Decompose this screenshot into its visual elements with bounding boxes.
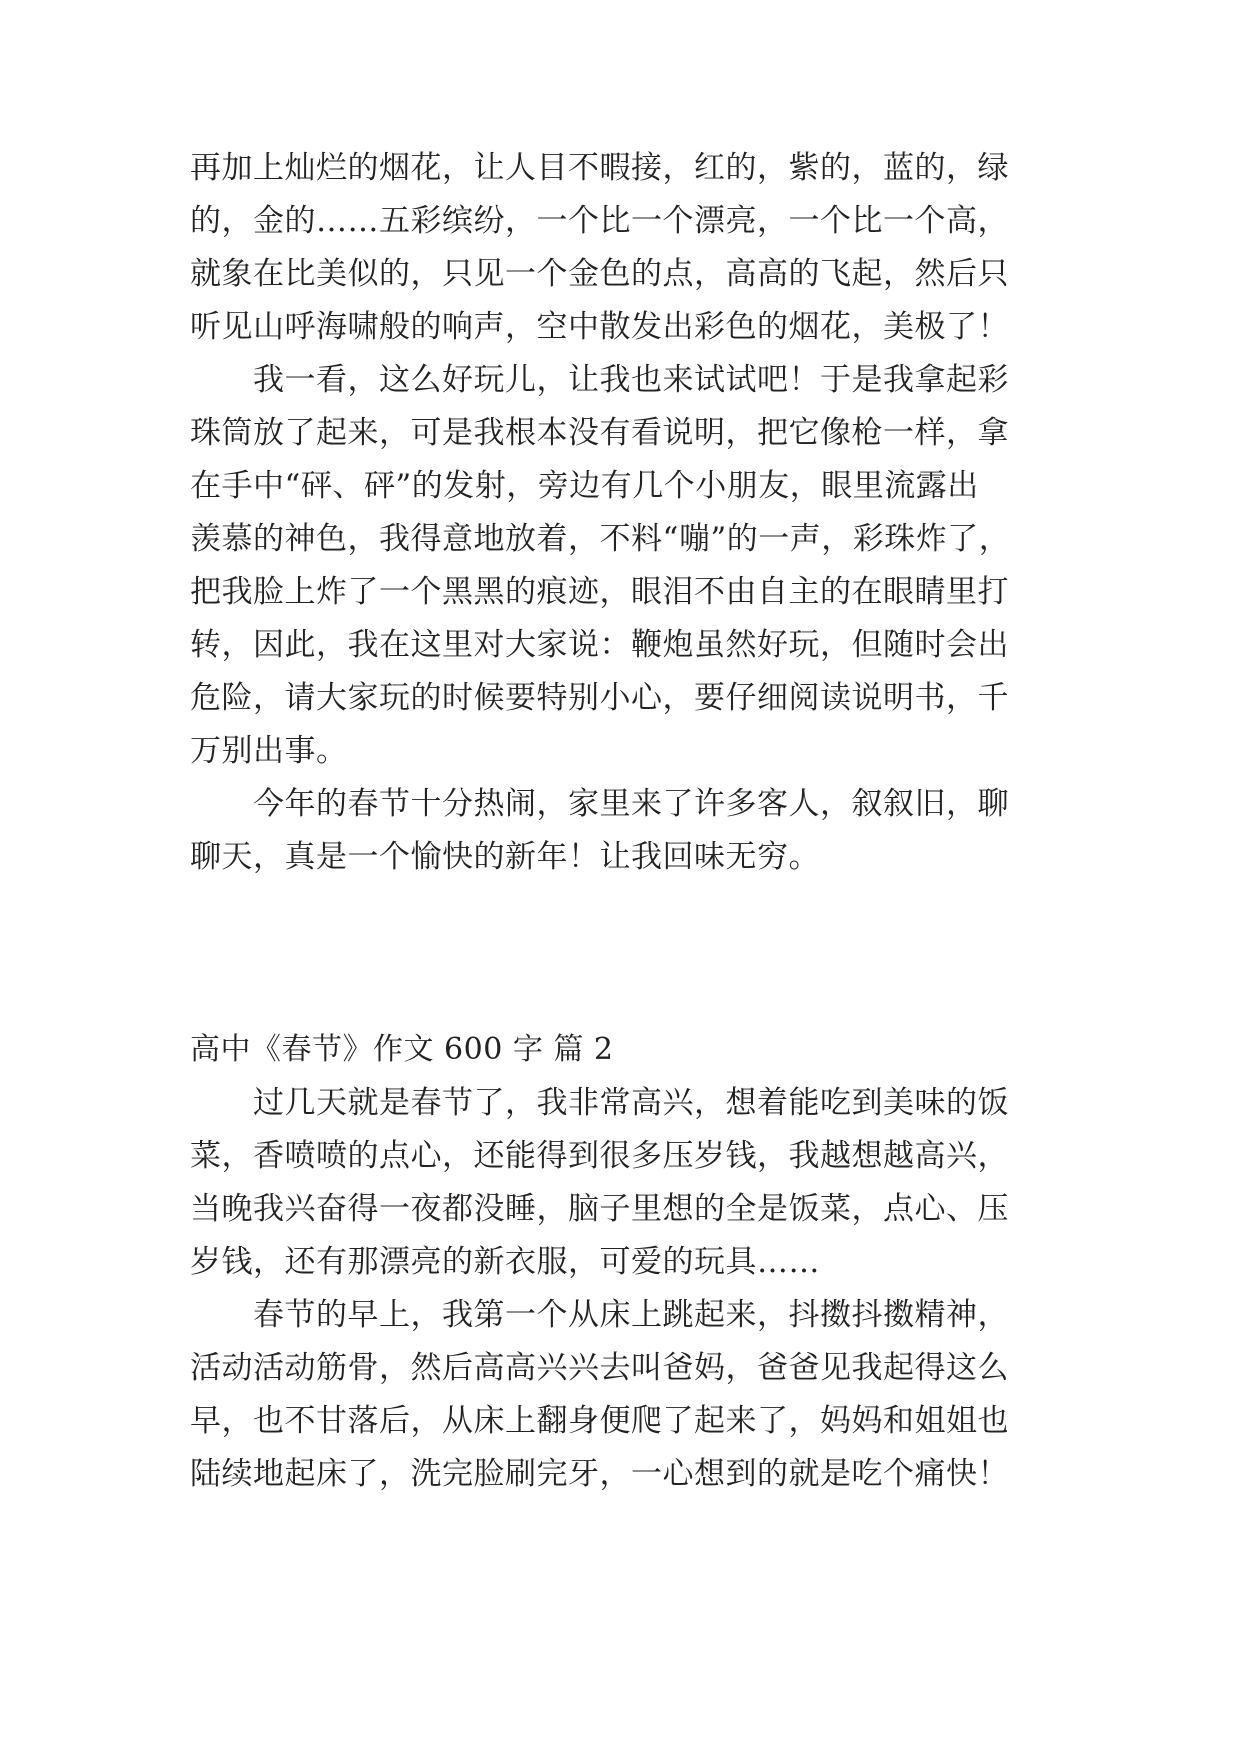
text-line: 活动活动筋骨，然后高高兴兴去叫爸妈，爸爸见我起得这么 [190, 1350, 1009, 1386]
text-line: 听见山呼海啸般的响声，空中散发出彩色的烟花，美极了！ [190, 309, 1009, 345]
paragraph-start-line: 过几天就是春节了，我非常高兴，想着能吃到美味的饭 [253, 1085, 1009, 1121]
text-line: 当晚我兴奋得一夜都没睡，脑子里想的全是饭菜，点心、压 [190, 1191, 1009, 1227]
text-line: 羡慕的神色，我得意地放着，不料“嘣”的一声，彩珠炸了， [190, 521, 1011, 557]
text-line: 再加上灿烂的烟花，让人目不暇接，红的，紫的，蓝的，绿 [190, 150, 1009, 186]
text-line: 早，也不甘落后，从床上翻身便爬了起来了，妈妈和姐姐也 [190, 1403, 1009, 1439]
text-line: 就象在比美似的，只见一个金色的点，高高的飞起，然后只 [190, 256, 1009, 292]
text-line: 的，金的……五彩缤纷，一个比一个漂亮，一个比一个高， [190, 203, 1009, 239]
paragraph-start-line: 今年的春节十分热闹，家里来了许多客人，叙叙旧，聊 [253, 786, 1009, 822]
text-line: 陆续地起床了，洗完脸刷完牙，一心想到的就是吃个痛快！ [190, 1456, 1009, 1492]
text-line: 万别出事。 [190, 733, 348, 769]
text-line: 聊天，真是一个愉快的新年！让我回味无穷。 [190, 839, 820, 875]
text-line: 把我脸上炸了一个黑黑的痕迹，眼泪不由自主的在眼睛里打 [190, 574, 1009, 610]
text-line: 危险，请大家玩的时候要特别小心，要仔细阅读说明书，千 [190, 680, 1009, 716]
section-heading: 高中《春节》作文 600 字 篇 2 [190, 1032, 614, 1067]
text-line: 珠筒放了起来，可是我根本没有看说明，把它像枪一样，拿 [190, 415, 1009, 451]
paragraph-start-line: 春节的早上，我第一个从床上跳起来，抖擞抖擞精神， [253, 1297, 1009, 1333]
text-line: 转，因此，我在这里对大家说：鞭炮虽然好玩，但随时会出 [190, 627, 1009, 663]
text-line: 在手中“砰、砰”的发射，旁边有几个小朋友，眼里流露出 [190, 468, 979, 504]
paragraph-start-line: 我一看，这么好玩儿，让我也来试试吧！于是我拿起彩 [253, 362, 1009, 398]
text-line: 菜，香喷喷的点心，还能得到很多压岁钱，我越想越高兴， [190, 1138, 1009, 1174]
text-line: 岁钱，还有那漂亮的新衣服，可爱的玩具…… [190, 1244, 820, 1280]
